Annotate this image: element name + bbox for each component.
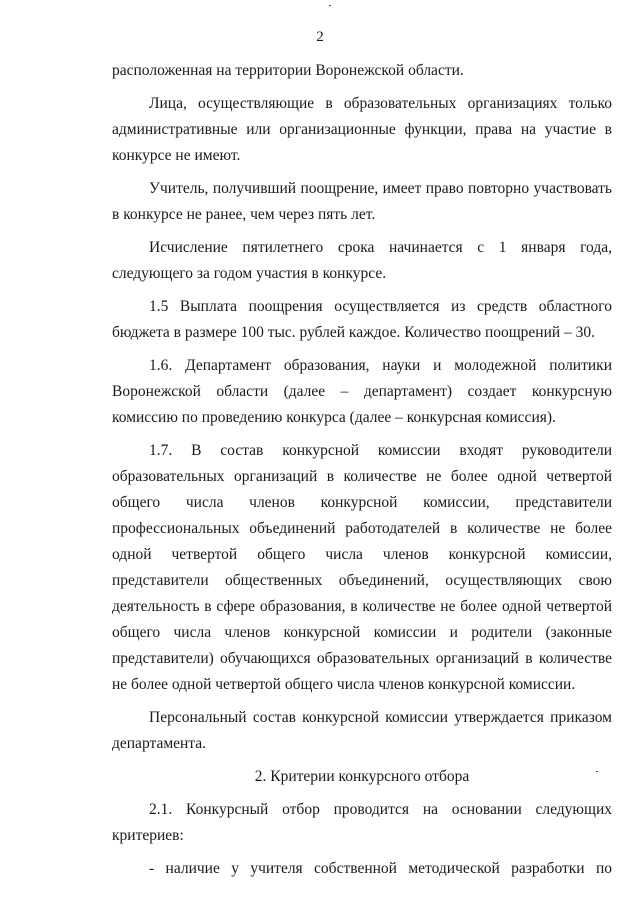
paragraph-continuation: расположенная на территории Воронежской области.	[112, 62, 464, 79]
paragraph-1-7-composition: 1.7. В состав конкурсной комиссии входят руководители образовательных организаций в количестве не более одной четвертой общего числа членов конкурсной комиссии, представители профессиональных объединений работодателей в количестве не более одной четвертой общего числа членов конкурсной комиссии, представители общественных объединений, осуществляющих свою деятельность в сфере образования, в количестве не более одной четвертой общего числа членов конкурсной комиссии и родители (законные представители) обучающихся образовательных организаций в количестве не более одной четвертой общего числа членов конкурсной комиссии.	[112, 442, 612, 693]
paragraph-five-year-term: Исчисление пятилетнего срока начинается с 1 января года, следующего за годом участия в конкурсе.	[112, 239, 612, 282]
paragraph-personnel-approval: Персональный состав конкурсной комиссии утверждается приказом департамента.	[112, 709, 612, 752]
paragraph-repeat-participation: Учитель, получивший поощрение, имеет право повторно участвовать в конкурсе не ранее, чем через пять лет.	[112, 180, 612, 223]
paragraph-1-5-payment: 1.5 Выплата поощрения осуществляется из средств областного бюджета в размере 100 тыс. рублей каждое. Количество поощрений – 30.	[112, 298, 612, 341]
page-number: 2	[316, 29, 324, 45]
paragraph-2-1-criteria: 2.1. Конкурсный отбор проводится на основании следующих критериев:	[112, 801, 612, 844]
section-heading: 2. Критерии конкурсного отбора	[254, 768, 470, 785]
document-body	[112, 58, 612, 882]
paragraph-1-6-commission: 1.6. Департамент образования, науки и молодежной политики Воронежской области (далее – департамент) создает конкурсную комиссию по проведению конкурса (далее – конкурсная комиссия).	[112, 357, 612, 426]
scan-speck	[596, 771, 598, 772]
paragraph-criterion-methodical: - наличие у учителя собственной методической разработки по	[149, 860, 612, 877]
paragraph-eligibility-restriction: Лица, осуществляющие в образовательных организациях только административные или организационные функции, права на участие в конкурсе не имеют.	[112, 95, 612, 164]
scan-speck	[329, 5, 331, 6]
